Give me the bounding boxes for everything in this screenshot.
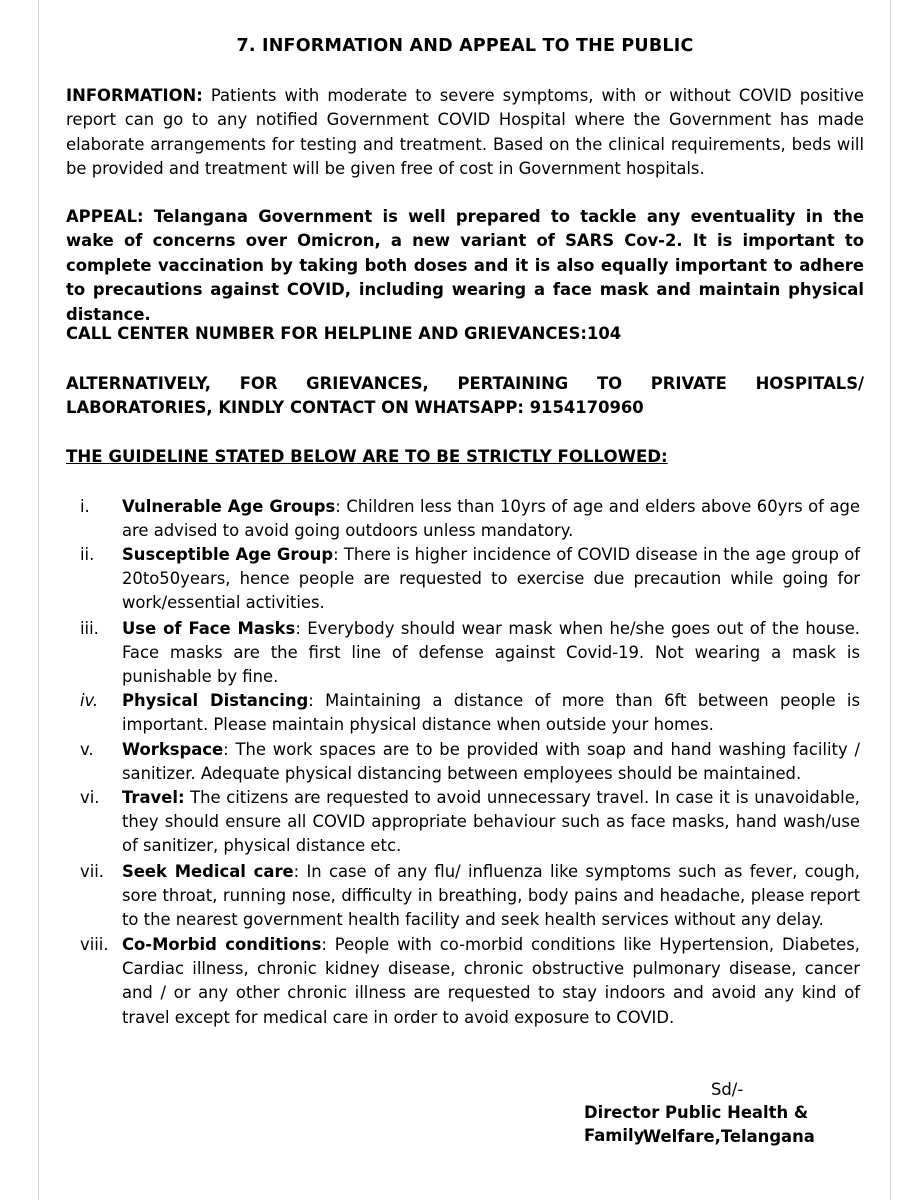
- guideline-term: Workspace: [122, 740, 224, 759]
- guideline-body: [122, 617, 860, 690]
- guideline-text: : The work spaces are to be provided with soap and hand washing facility / sanitizer. Adequate physical distancing between employees should be maintained.: [122, 740, 860, 784]
- guideline-term: Physical Distancing: [122, 691, 309, 710]
- guideline-text: : People with co-morbid conditions like Hypertension, Diabetes, Cardiac illness, chronic kidney disease, chronic obstructive pulmonary disease, cancer and / or any other chronic illness are requested to stay indoors and avoid any kind of travel except for medical care in order to avoid exposure to COVID.: [122, 935, 860, 1027]
- guideline-number: vi.: [80, 788, 100, 807]
- signatory-line-1: Director Public Health & Family: [584, 1103, 809, 1145]
- guideline-text: : There is higher incidence of COVID disease in the age group of 20to50years, hence people are requested to exercise due precaution while going for work/essential activities.: [122, 545, 860, 613]
- appeal-paragraph: APPEAL: Telangana Government is well prepared to tackle any eventuality in the wake of concerns over Omicron, a new variant of SARS Cov-2. It is important to complete vaccination by taking both doses and it is also equally important to adhere to precautions against COVID, including wearing a face mask and maintain physical distance.: [66, 207, 864, 324]
- signature-sd: Sd/-: [711, 1080, 744, 1099]
- guideline-body: [122, 933, 860, 1030]
- guideline-body: [122, 786, 860, 859]
- information-label: INFORMATION:: [66, 86, 203, 105]
- section-title: 7. INFORMATION AND APPEAL TO THE PUBLIC: [236, 36, 694, 56]
- guideline-number: viii.: [80, 935, 109, 954]
- guideline-body: [122, 860, 860, 933]
- guideline-body: [122, 543, 860, 616]
- guideline-body: [122, 689, 860, 737]
- call-center-line: CALL CENTER NUMBER FOR HELPLINE AND GRIEVANCES:104: [66, 324, 622, 343]
- guideline-number: i.: [80, 497, 90, 516]
- whatsapp-contact-line: ALTERNATIVELY, FOR GRIEVANCES, PERTAINING TO PRIVATE HOSPITALS/ LABORATORIES, KINDLY CONTACT ON WHATSAPP: 9154170960: [66, 374, 864, 418]
- page-edge-right: [890, 0, 891, 1200]
- guideline-term: Travel:: [122, 788, 185, 807]
- guideline-text: : Children less than 10yrs of age and elders above 60yrs of age are advised to avoid going outdoors unless mandatory.: [122, 497, 860, 541]
- information-text: Patients with moderate to severe symptoms, with or without COVID positive report can go to any notified Government COVID Hospital where the Government has made elaborate arrangements for testing and treatment. Based on the clinical requirements, beds will be provided and treatment will be given free of cost in Government hospitals.: [66, 86, 864, 179]
- signatory-line-2: Welfare,Telangana: [643, 1127, 815, 1146]
- guideline-text: : In case of any flu/ influenza like symptoms such as fever, cough, sore throat, running nose, difficulty in breathing, body pains and headache, please report to the nearest government health facility and seek health services without any delay.: [122, 862, 861, 930]
- guideline-number: iii.: [80, 619, 99, 638]
- guideline-number: vii.: [80, 862, 105, 881]
- guideline-number: v.: [80, 740, 94, 759]
- guideline-body: [122, 495, 860, 543]
- guideline-term: Use of Face Masks: [122, 619, 296, 638]
- guideline-term: Susceptible Age Group: [122, 545, 334, 564]
- information-paragraph: [66, 84, 864, 182]
- guideline-number: ii.: [80, 545, 95, 564]
- guideline-number: iv.: [80, 691, 99, 710]
- guideline-text: : Everybody should wear mask when he/she goes out of the house. Face masks are the first line of defense against Covid-19. Not wearing a mask is punishable by fine.: [122, 619, 861, 687]
- guideline-term: Seek Medical care: [122, 862, 294, 881]
- guideline-text: The citizens are requested to avoid unnecessary travel. In case it is unavoidable, they should ensure all COVID appropriate behaviour such as face masks, hand wash/use of sanitizer, physical distance etc.: [122, 788, 860, 856]
- guideline-body: [122, 738, 860, 786]
- guideline-heading: THE GUIDELINE STATED BELOW ARE TO BE STRICTLY FOLLOWED:: [66, 447, 668, 466]
- guideline-term: Vulnerable Age Groups: [122, 497, 336, 516]
- page-edge-left: [38, 0, 39, 1200]
- guideline-term: Co-Morbid conditions: [122, 935, 322, 954]
- guideline-text: : Maintaining a distance of more than 6ft between people is important. Please maintain physical distance when outside your homes.: [122, 691, 861, 735]
